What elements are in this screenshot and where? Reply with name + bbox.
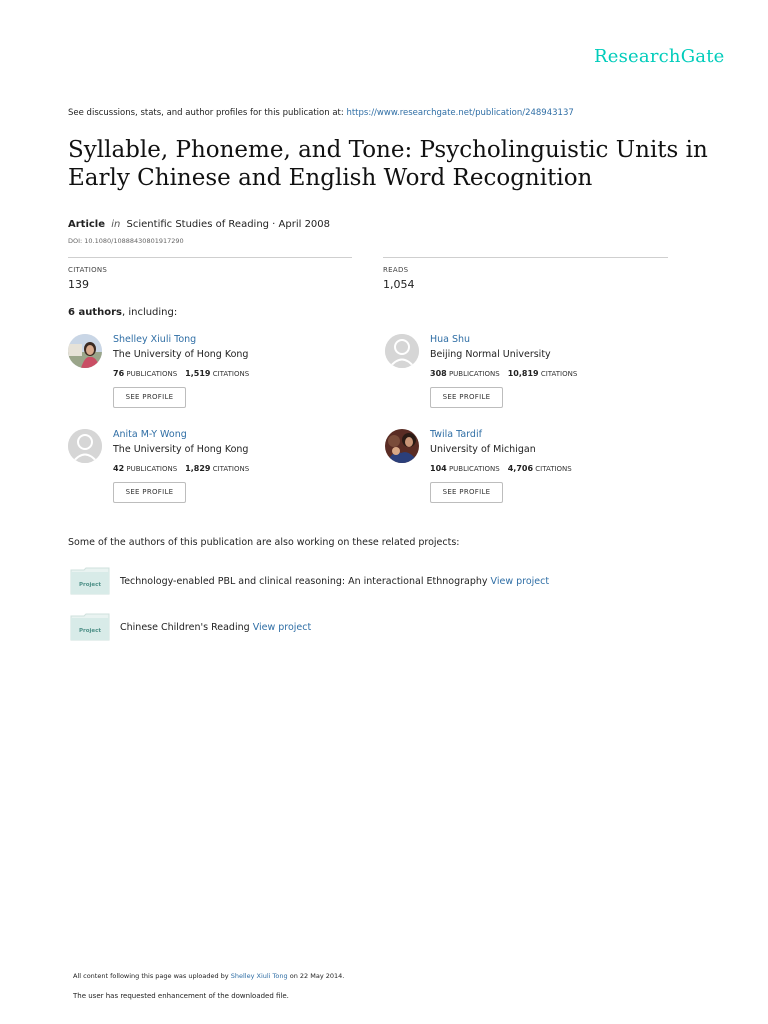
- author-card: [385, 429, 685, 514]
- related-project-item: [120, 622, 311, 633]
- discussions-text: See discussions, stats, and author profiles for this publication at:: [68, 108, 344, 118]
- publications-count: 308: [430, 369, 447, 378]
- article-type: Article: [68, 219, 106, 230]
- author-institution: The University of Hong Kong: [113, 444, 249, 455]
- citations-label-small: CITATIONS: [540, 370, 578, 378]
- project-folder-icon: [70, 567, 110, 595]
- see-profile-button[interactable]: SEE PROFILE: [430, 387, 503, 408]
- researchgate-logo[interactable]: ResearchGate: [594, 46, 725, 67]
- author-name-link[interactable]: Anita M-Y Wong: [113, 429, 187, 440]
- citations-label-small: CITATIONS: [535, 465, 572, 473]
- reads-value: 1,054: [383, 278, 415, 291]
- author-photo-icon: [68, 334, 102, 368]
- publications-label: PUBLICATIONS: [126, 370, 178, 378]
- citations-label-small: CITATIONS: [212, 370, 250, 378]
- enhancement-note: The user has requested enhancement of the downloaded file.: [73, 992, 289, 1000]
- avatar[interactable]: [68, 334, 102, 368]
- related-project-item: [120, 576, 549, 587]
- upload-note: [73, 972, 344, 980]
- reads-label: READS: [383, 266, 409, 274]
- citations-value: 139: [68, 278, 89, 291]
- citations-count: 4,706: [507, 464, 534, 473]
- author-name-link[interactable]: Shelley Xiuli Tong: [113, 334, 197, 345]
- in-word: in: [111, 219, 121, 230]
- reads-divider: [383, 257, 668, 258]
- publications-label: PUBLICATIONS: [448, 370, 500, 378]
- citations-count: 1,829: [185, 464, 211, 473]
- upload-suffix: on 22 May 2014.: [289, 972, 345, 980]
- publications-label: PUBLICATIONS: [126, 465, 178, 473]
- author-card: [68, 334, 368, 419]
- avatar[interactable]: [385, 429, 419, 463]
- see-profile-button[interactable]: SEE PROFILE: [113, 387, 186, 408]
- citations-count: 10,819: [507, 369, 539, 378]
- author-stats: [430, 464, 572, 473]
- avatar[interactable]: [68, 429, 102, 463]
- article-doi: DOI: 10.1080/10888430801917290: [68, 237, 184, 245]
- project-title: Technology-enabled PBL and clinical reasoning: An interactional Ethnography: [120, 576, 488, 587]
- avatar[interactable]: [385, 334, 419, 368]
- publication-url-link[interactable]: https://www.researchgate.net/publication/248943137: [346, 108, 574, 118]
- see-profile-button[interactable]: SEE PROFILE: [113, 482, 186, 503]
- author-card: [385, 334, 685, 419]
- project-icon-label: Project: [78, 628, 102, 634]
- default-avatar-icon: [385, 334, 419, 368]
- default-avatar-icon: [68, 429, 102, 463]
- project-icon-label: Project: [78, 582, 102, 588]
- authors-count: 6 authors: [68, 307, 122, 318]
- citations-divider: [68, 257, 352, 258]
- author-photo-icon: [385, 429, 419, 463]
- article-meta: [68, 219, 330, 230]
- author-stats: [430, 369, 577, 378]
- see-profile-button[interactable]: SEE PROFILE: [430, 482, 503, 503]
- publications-count: 104: [430, 464, 447, 473]
- journal-date: Scientific Studies of Reading · April 2008: [126, 219, 331, 230]
- author-stats: [113, 369, 249, 378]
- author-institution: Beijing Normal University: [430, 349, 551, 360]
- authors-count-line: [68, 307, 177, 318]
- article-title: Syllable, Phoneme, and Tone: Psycholinguistic Units in Early Chinese and English Word Recognition: [68, 137, 708, 191]
- publications-count: 76: [113, 369, 125, 378]
- view-project-link[interactable]: View project: [252, 622, 312, 633]
- author-card: [68, 429, 368, 514]
- author-institution: University of Michigan: [430, 444, 536, 455]
- citations-label-small: CITATIONS: [212, 465, 250, 473]
- project-title: Chinese Children's Reading: [120, 622, 250, 633]
- view-project-link[interactable]: View project: [490, 576, 550, 587]
- author-name-link[interactable]: Twila Tardif: [430, 429, 482, 440]
- author-name-link[interactable]: Hua Shu: [430, 334, 471, 345]
- citations-count: 1,519: [185, 369, 211, 378]
- discussions-line: [68, 108, 574, 118]
- author-institution: The University of Hong Kong: [113, 349, 249, 360]
- author-stats: [113, 464, 249, 473]
- publications-count: 42: [113, 464, 125, 473]
- related-projects-heading: Some of the authors of this publication are also working on these related projects:: [68, 537, 460, 548]
- citations-label: CITATIONS: [68, 266, 108, 274]
- upload-prefix: All content following this page was uploaded by: [73, 972, 229, 980]
- authors-count-suffix: , including:: [121, 307, 178, 318]
- uploader-link[interactable]: Shelley Xiuli Tong: [230, 972, 288, 980]
- project-folder-icon: [70, 613, 110, 641]
- publications-label: PUBLICATIONS: [448, 465, 500, 473]
